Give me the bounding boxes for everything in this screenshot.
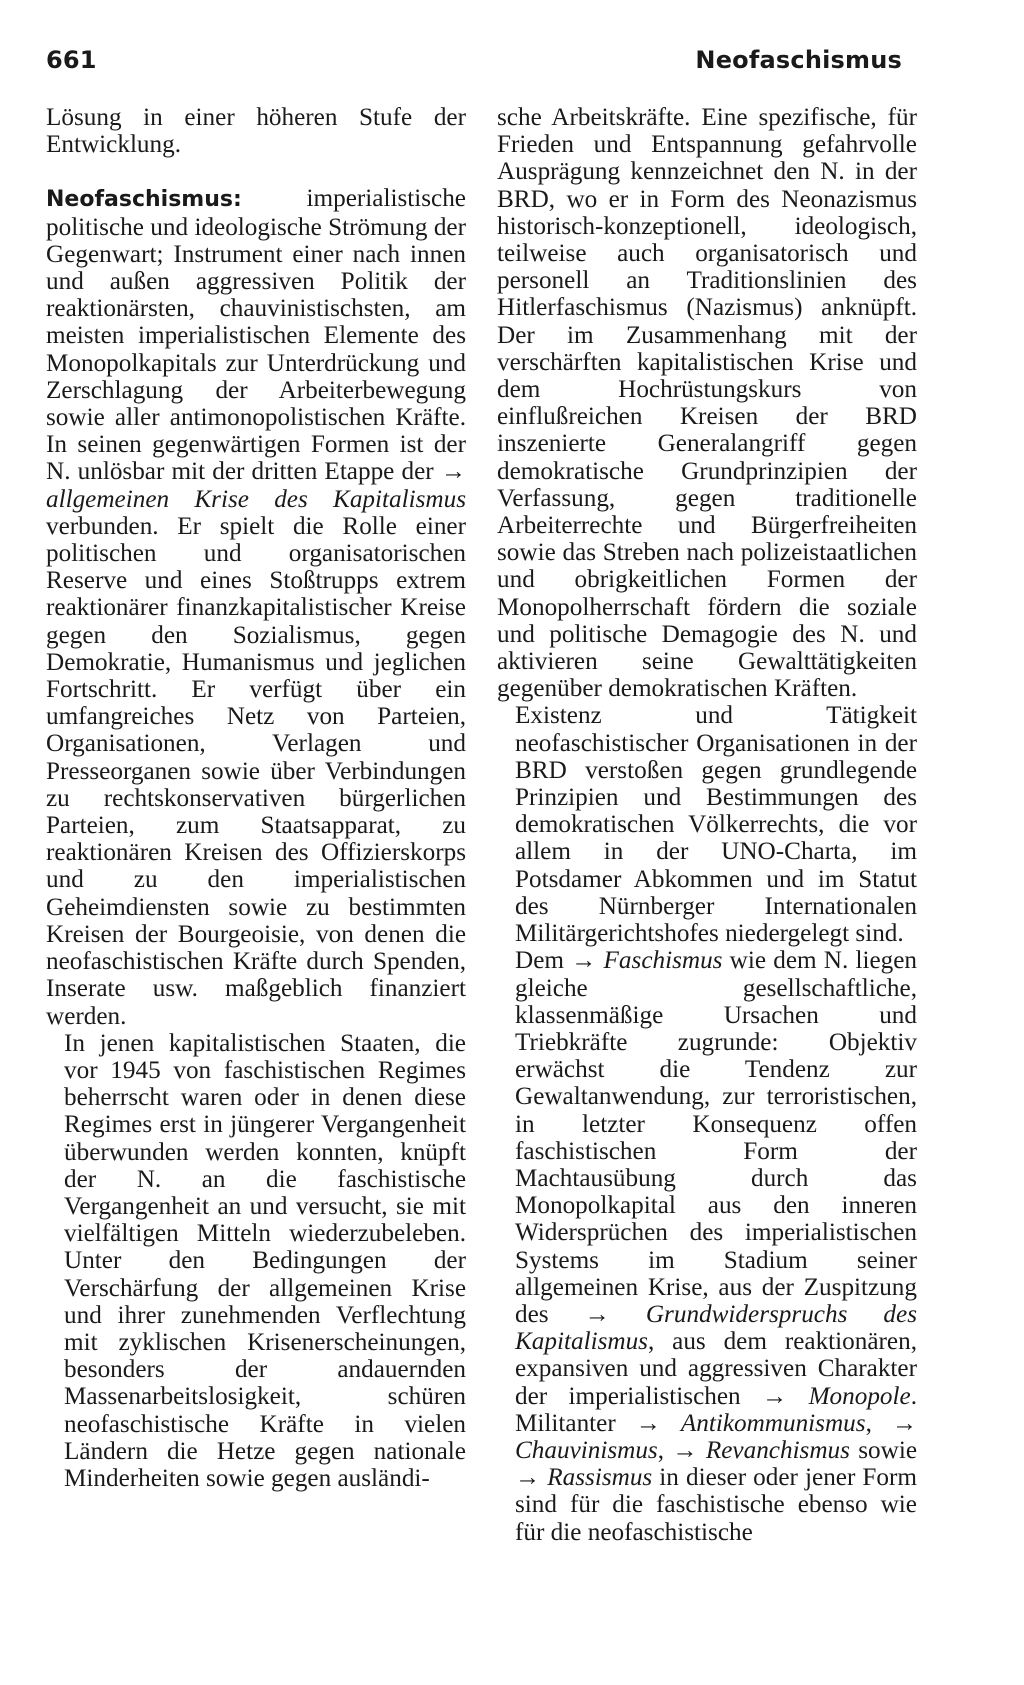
previous-entry-tail: Lösung in einer höheren Stufe der Entwicklung. [46, 104, 466, 159]
running-title: Neofaschismus [695, 46, 902, 74]
right-column [497, 104, 917, 1546]
text-run: . Militanter [515, 1382, 918, 1437]
page-number: 661 [46, 46, 97, 74]
text-run: , [657, 1436, 673, 1464]
text-run: , [865, 1409, 892, 1437]
arrow-glyph: → [584, 1300, 610, 1328]
cross-reference: Monopole [808, 1382, 911, 1410]
arrow-glyph: → [891, 1409, 918, 1437]
cross-reference: Grundwiderspruchs des Kapitalismus [515, 1300, 917, 1356]
definition-text: imperialistische politische und ideologische Strömung der Gegenwart; Instrument einer nach innen und außen aggressiven Politik der reaktionärsten, chauvinistischsten, am meisten imperialistischen Elemente des Monopolkapitals zur Unterdrückung und Zerschlagung der Arbeiterbewegung sowie aller antimonopolistischen Kräfte. In seinen gegenwärtigen Formen ist der N. unlösbar mit der dritten Etappe der [46, 185, 466, 486]
arrow-glyph: → [440, 458, 466, 486]
text-run: Dem [515, 947, 572, 975]
arrow-glyph: → [762, 1382, 788, 1410]
paragraph: Existenz und Tätigkeit neofaschistischer Organisationen in der BRD verstoßen gegen grundlegende Prinzipien und Bestimmungen des demokratischen Völkerrechts, die vor allem in der UNO-Charta, im Potsdamer Abkommen und im Statut des Nürnberger Internationalen Militärgerichtshofes niedergelegt sind. [515, 702, 917, 948]
cross-reference: allgemeinen Krise des Kapitalismus [46, 485, 466, 513]
cross-reference: Chauvinismus [515, 1436, 658, 1464]
cross-reference: Faschismus [603, 947, 723, 975]
text-run: wie dem N. liegen gleiche gesellschaftliche, klassenmäßige Ursachen und Triebkräfte zugrunde: Objektiv erwächst die Tendenz zur Gewaltanwendung, zur terroristischen, in letzter Konsequenz offen faschistischen Form der Machtausübung durch das Monopolkapital aus den inneren Widersprüchen des imperialistischen Systems im Stadium seiner allgemeinen Krise, aus der Zuspitzung des [515, 947, 917, 1328]
cross-reference: Revanchismus [705, 1436, 850, 1464]
definition-text: verbunden. Er spielt die Rolle einer politischen und organisatorischen Reserve und eines Stoßtrupps extrem reaktionärer finanzkapitalistischer Kreise gegen den Sozialismus, gegen Demokratie, Humanismus und jeglichen Fortschritt. Er verfügt über ein umfangreiches Netz von Parteien, Organisationen, Verlagen und Presseorganen sowie über Verbindungen zu rechtskonservativen bürgerlichen Parteien, zum Staatsapparat, zu reaktionären Kreisen des Offizierskorps und zu den imperialistischen Geheimdiensten sowie zu bestimmten Kreisen der Bourgeoisie, von denen die neofaschistischen Kräfte durch Spenden, Inserate usw. maßgeblich finanziert werden. [46, 512, 466, 1030]
cross-reference: Rassismus [547, 1464, 653, 1492]
arrow-glyph: → [515, 1464, 541, 1492]
text-run: sowie [849, 1436, 918, 1464]
text-run: , aus dem reaktionären, expansiven und aggressiven Charakter der imperialistischen [515, 1328, 917, 1410]
paragraph [497, 947, 917, 1545]
arrow-glyph: → [672, 1436, 698, 1464]
entry-gap [46, 158, 466, 185]
left-column [46, 104, 466, 1492]
arrow-glyph: → [571, 947, 597, 975]
arrow-glyph: → [635, 1409, 661, 1437]
paragraph: In jenen kapitalistischen Staaten, die vor 1945 von faschistischen Regimes beherrscht waren oder in denen diese Regimes erst in jüngerer Vergangenheit überwunden werden konnten, knüpft der N. an die faschistische Vergangenheit an und versucht, sie mit vielfältigen Mitteln wiederzubeleben. Unter den Bedingungen der Verschärfung der allgemeinen Krise und ihrer zunehmenden Verflechtung mit zyklischen Krisenerscheinungen, besonders der andauernden Massenarbeitslosigkeit, schüren neofaschistische Kräfte in vielen Ländern die Hetze gegen nationale Minderheiten sowie gegen ausländi- [64, 1029, 466, 1492]
cross-reference: Antikommunismus [680, 1409, 866, 1437]
paragraph: sche Arbeitskräfte. Eine spezifische, für Frieden und Entspannung gefahrvolle Ausprägung kennzeichnet den N. in der BRD, wo er in Form des Neonazismus historisch-konzeptionell, ideologisch, teilweise auch organisatorisch und personell an Traditionslinien des Hitlerfaschismus (Nazismus) anknüpft. Der im Zusammenhang mit der verschärften kapitalistischen Krise und dem Hochrüstungskurs von einflußreichen Kreisen der BRD inszenierte Generalangriff gegen demokratische Grundprinzipien der Verfassung, gegen traditionelle Arbeiterrechte und Bürgerfreiheiten sowie das Streben nach polizeistaatlichen und obrigkeitlichen Formen der Monopolherrschaft fördern die soziale und politische Demagogie des N. und aktivieren seine Gewalttätigkeiten gegenüber demokratischen Kräften. [497, 104, 917, 703]
entry-headword: Neofaschismus: [46, 187, 242, 213]
text-run: in dieser oder jener Form sind für die faschistische ebenso wie für die neofaschistische [515, 1464, 918, 1546]
entry-neofaschismus [46, 185, 466, 1029]
